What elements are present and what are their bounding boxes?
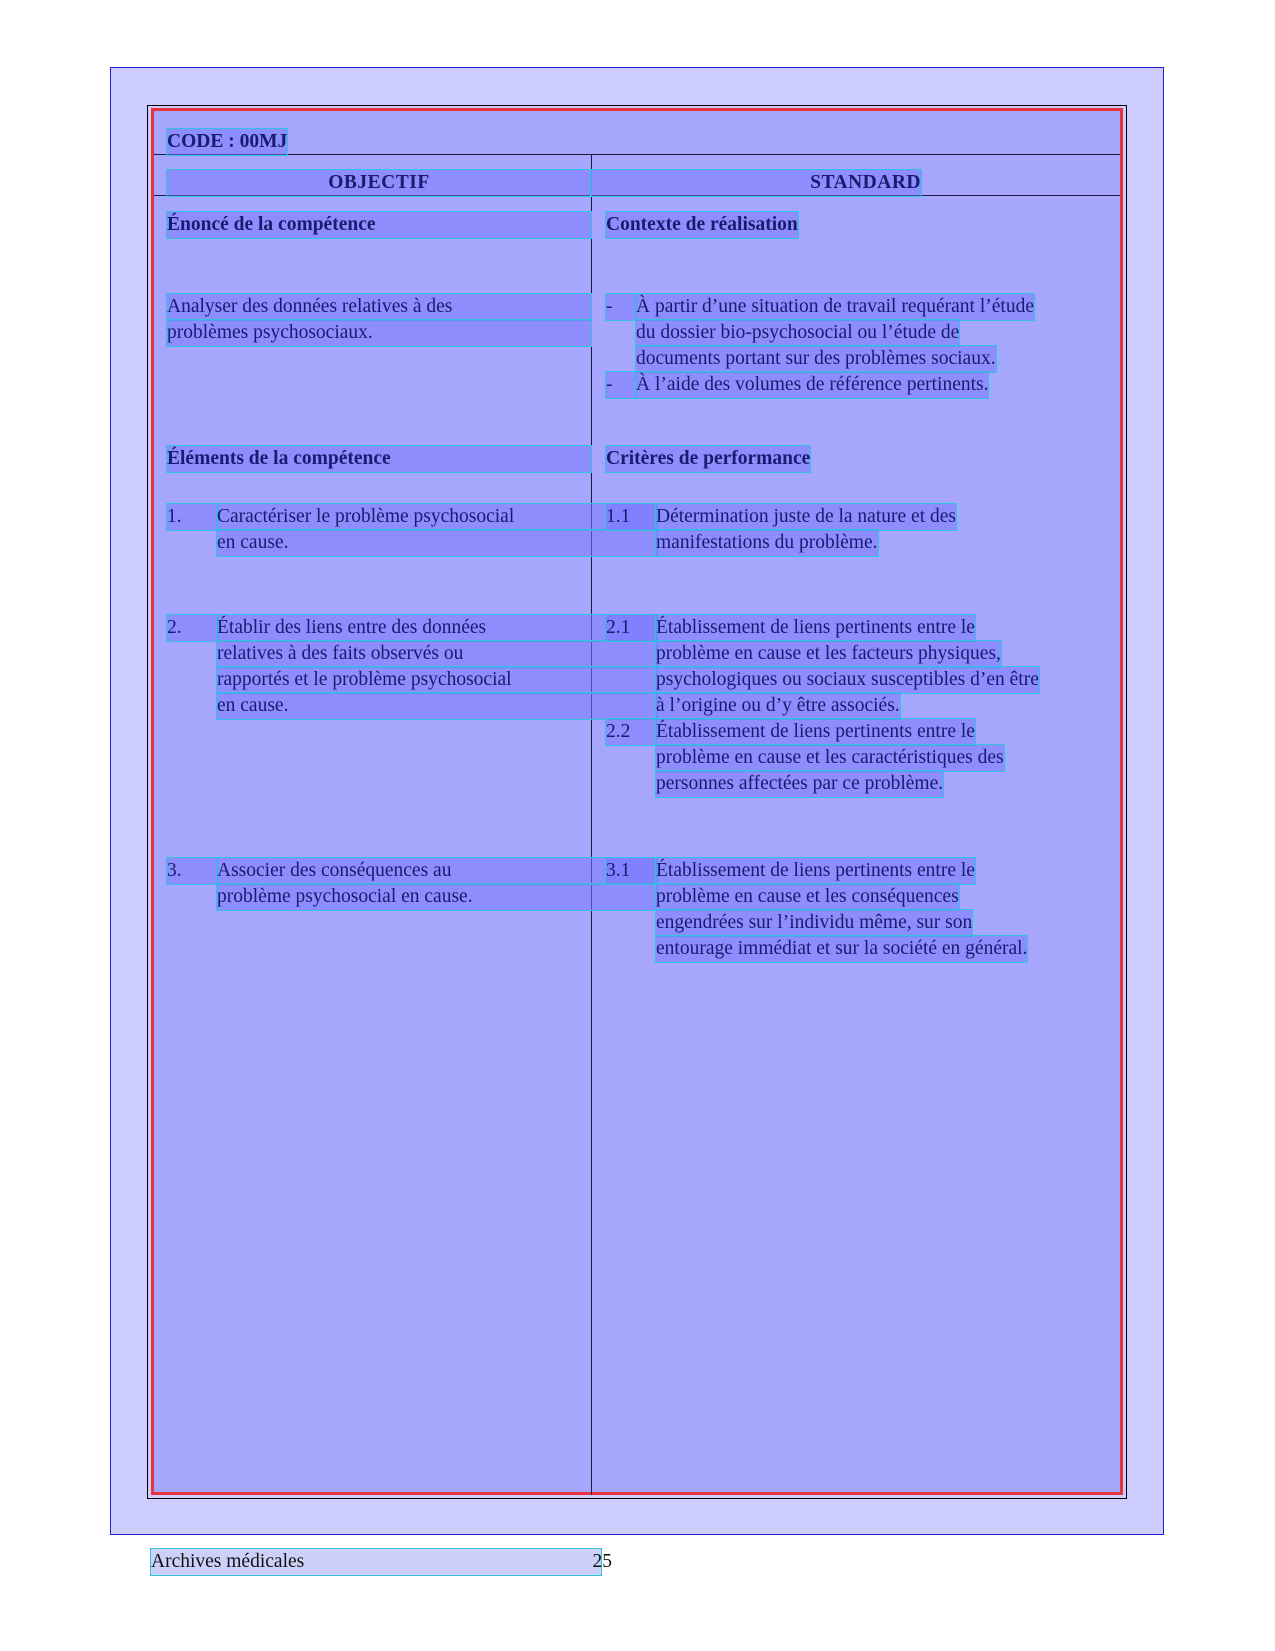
element-line: Associer des conséquences au [217, 858, 657, 884]
critere-line: entourage immédiat et sur la société en général. [656, 936, 1027, 962]
critere-line: problème en cause et les conséquences [656, 884, 959, 910]
page-number: 25 [592, 1551, 612, 1572]
critere-number: 2.1 [606, 615, 656, 641]
footer-title: Archives médicales [151, 1549, 601, 1575]
contexte-line: À partir d’une situation de travail requérant l’étude [636, 294, 1034, 320]
critere-line: Établissement de liens pertinents entre le [656, 615, 975, 641]
element-line: Établir des liens entre des données [217, 615, 657, 641]
criteres-title: Critères de performance [606, 446, 810, 472]
enonce-line: Analyser des données relatives à des [167, 294, 591, 320]
contexte-line: À l’aide des volumes de référence pertinents. [636, 372, 988, 398]
element-line: rapportés et le problème psychosocial [217, 667, 657, 693]
element-line: relatives à des faits observés ou [217, 641, 657, 667]
contexte-title: Contexte de réalisation [606, 212, 798, 238]
critere-line: Établissement de liens pertinents entre le [656, 858, 975, 884]
element-number: 2. [167, 615, 217, 641]
element-number: 3. [167, 858, 217, 884]
critere-line: Établissement de liens pertinents entre le [656, 719, 975, 745]
enonce-line: problèmes psychosociaux. [167, 320, 591, 346]
critere-line: à l’origine ou d’y être associés. [656, 693, 900, 719]
element-line: en cause. [217, 530, 657, 556]
critere-line: problème en cause et les facteurs physiques, [656, 641, 1001, 667]
critere-line: Détermination juste de la nature et des [656, 504, 956, 530]
critere-line: psychologiques ou sociaux susceptibles d’en être [656, 667, 1039, 693]
element-line: Caractériser le problème psychosocial [217, 504, 657, 530]
critere-number: 3.1 [606, 858, 656, 884]
critere-line: engendrées sur l’individu même, sur son [656, 910, 972, 936]
contexte-line: documents portant sur des problèmes sociaux. [636, 346, 996, 372]
header-top-rule [154, 154, 1120, 155]
critere-line: problème en cause et les caractéristiques des [656, 745, 1004, 771]
contexte-line: du dossier bio-psychosocial ou l’étude de [636, 320, 959, 346]
critere-line: manifestations du problème. [656, 530, 878, 556]
column-divider [591, 154, 592, 1495]
contexte-bullet: - [606, 294, 636, 320]
element-line: problème psychosocial en cause. [217, 884, 657, 910]
critere-number: 1.1 [606, 504, 656, 530]
enonce-title: Énoncé de la compétence [167, 212, 591, 238]
element-line: en cause. [217, 693, 657, 719]
critere-line: personnes affectées par ce problème. [656, 771, 943, 797]
element-number: 1. [167, 504, 217, 530]
contexte-bullet: - [606, 372, 636, 398]
competency-code: CODE : 00MJ [167, 129, 287, 155]
elements-title: Éléments de la compétence [167, 446, 591, 472]
critere-number: 2.2 [606, 719, 656, 745]
column-header-objectif: OBJECTIF [167, 170, 591, 196]
column-header-standard: STANDARD [591, 170, 921, 196]
